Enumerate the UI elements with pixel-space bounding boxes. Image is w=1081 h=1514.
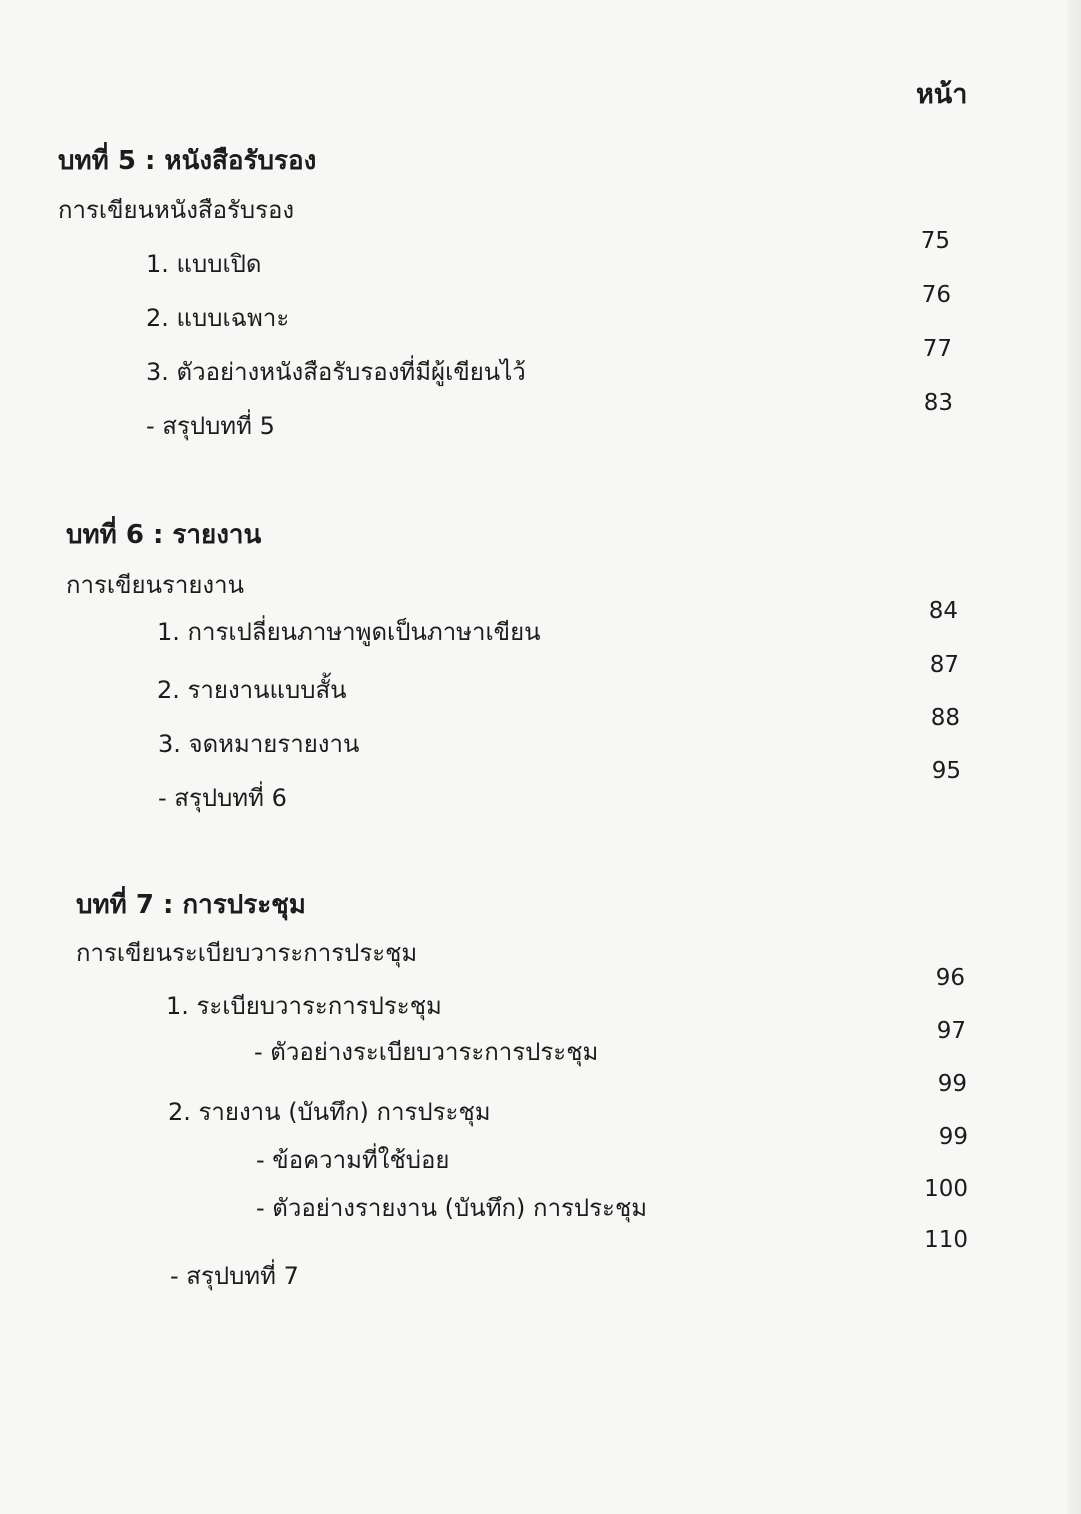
toc-entry-label: 3. จดหมายรายงาน <box>158 730 360 758</box>
toc-entry-label: 2. รายงาน (บันทึก) การประชุม <box>168 1098 491 1126</box>
toc-entry-label: - ข้อความที่ใช้บ่อย <box>256 1146 450 1174</box>
toc-entry-label: - ตัวอย่างระเบียบวาระการประชุม <box>254 1038 599 1066</box>
toc-entry-label: 1. ระเบียบวาระการประชุม <box>166 992 442 1020</box>
toc-entry-page: 95 <box>931 758 961 784</box>
chapter-7-title: บทที่ 7 : การประชุม <box>76 890 306 920</box>
chapter-7-section: การเขียนระเบียบวาระการประชุม <box>76 939 418 967</box>
toc-entry-page: 99 <box>937 1071 967 1097</box>
chapter-5-section: การเขียนหนังสือรับรอง <box>58 196 295 224</box>
chapter-5-title: บทที่ 5 : หนังสือรับรอง <box>58 146 317 176</box>
toc-entry-page: 99 <box>938 1124 968 1150</box>
chapter-6-title: บทที่ 6 : รายงาน <box>66 520 262 550</box>
toc-entry-label: 3. ตัวอย่างหนังสือรับรองที่มีผู้เขียนไว้ <box>146 358 526 386</box>
toc-entry-page: 77 <box>922 336 952 362</box>
toc-entry-label: 1. แบบเปิด <box>146 250 262 278</box>
toc-entry-page: 96 <box>935 965 965 991</box>
toc-entry-page: 88 <box>930 705 960 731</box>
toc-entry-label: - สรุปบทที่ 6 <box>158 784 287 812</box>
toc-entry-page: 75 <box>920 228 950 254</box>
toc-entry-page: 97 <box>936 1018 966 1044</box>
page-column-header: หน้า <box>916 79 968 110</box>
toc-entry-label: 1. การเปลี่ยนภาษาพูดเป็นภาษาเขียน <box>157 618 541 646</box>
toc-entry-page: 83 <box>923 390 953 416</box>
toc-entry-label: 2. รายงานแบบสั้น <box>157 676 347 704</box>
toc-entry-page: 100 <box>924 1176 968 1202</box>
page-edge-shadow <box>1067 0 1081 1514</box>
toc-entry-label: - สรุปบทที่ 5 <box>146 412 275 440</box>
toc-entry-page: 87 <box>929 652 959 678</box>
toc-entry-label: - ตัวอย่างรายงาน (บันทึก) การประชุม <box>256 1194 648 1222</box>
toc-entry-label: 2. แบบเฉพาะ <box>146 304 290 332</box>
toc-entry-page: 76 <box>921 282 951 308</box>
chapter-6-section: การเขียนรายงาน <box>66 571 245 599</box>
toc-entry-label: - สรุปบทที่ 7 <box>170 1262 299 1290</box>
toc-entry-page: 110 <box>924 1227 968 1253</box>
toc-entry-page: 84 <box>928 598 958 624</box>
